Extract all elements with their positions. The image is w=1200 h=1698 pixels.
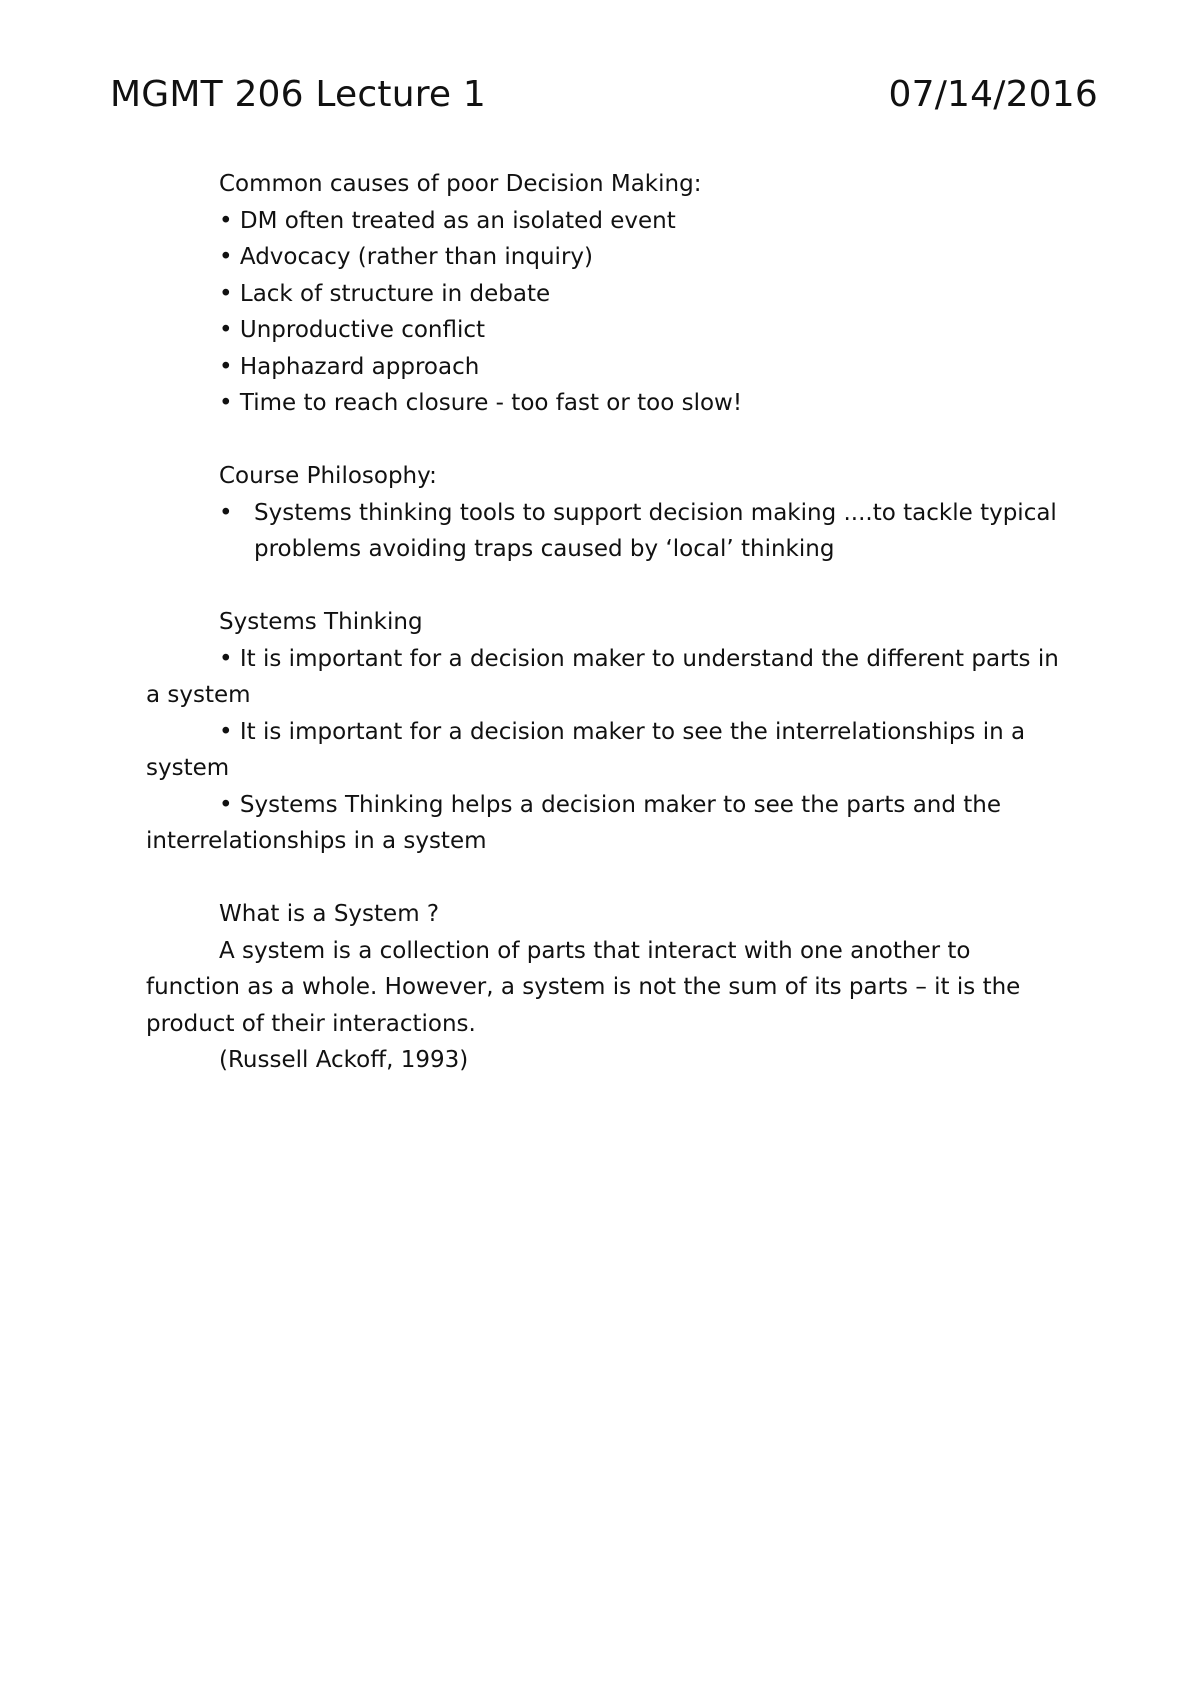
note-text: • It is important for a decision maker to see the interrelationships in a system bbox=[146, 718, 1033, 781]
note-line bbox=[146, 458, 1066, 495]
note-text: • Lack of structure in debate bbox=[219, 280, 551, 307]
note-text: • Haphazard approach bbox=[219, 353, 480, 380]
note-text: • DM often treated as an isolated event bbox=[219, 207, 676, 234]
note-line bbox=[146, 312, 1066, 349]
note-line bbox=[146, 787, 1066, 860]
note-text: • Unproductive conflict bbox=[219, 317, 486, 343]
note-line-empty bbox=[146, 568, 1066, 605]
note-line bbox=[146, 385, 1066, 422]
note-line bbox=[146, 239, 1066, 276]
note-text: Common causes of poor Decision Making: bbox=[219, 171, 702, 197]
note-text: • Time to reach closure - too fast or too slow! bbox=[219, 390, 743, 416]
lecture-title: MGMT 206 Lecture 1 bbox=[110, 74, 487, 115]
note-line bbox=[146, 896, 1066, 933]
note-line-empty bbox=[146, 1079, 1066, 1116]
note-line bbox=[146, 349, 1066, 386]
bullet-dot-icon: • bbox=[219, 499, 233, 526]
note-line bbox=[146, 641, 1066, 714]
note-line bbox=[146, 276, 1066, 313]
section-heading: Systems Thinking bbox=[219, 609, 423, 635]
note-line bbox=[146, 203, 1066, 240]
page-header bbox=[110, 70, 1098, 120]
notes-body bbox=[146, 166, 1066, 1115]
note-text: • Advocacy (rather than inquiry) bbox=[219, 244, 593, 270]
bullet-item bbox=[146, 495, 1066, 568]
lecture-date: 07/14/2016 bbox=[888, 74, 1098, 115]
note-line bbox=[146, 714, 1066, 787]
note-text: • It is important for a decision maker to understand the different parts in a system bbox=[146, 645, 1067, 708]
definition-text: A system is a collection of parts that interact with one another to function as a whole. However, a system is not the sum of its parts – it is the product of their interactions. bbox=[146, 937, 1028, 1037]
note-line-empty bbox=[146, 422, 1066, 459]
section-heading: Course Philosophy: bbox=[219, 463, 437, 489]
note-text: • Systems Thinking helps a decision maker to see the parts and the interrelationships in a system bbox=[146, 791, 1009, 854]
citation-text: (Russell Ackoff, 1993) bbox=[219, 1047, 469, 1073]
note-line bbox=[146, 1042, 1066, 1079]
note-line bbox=[146, 604, 1066, 641]
note-line bbox=[146, 933, 1066, 1043]
section-heading: What is a System ? bbox=[219, 901, 440, 927]
note-text: Systems thinking tools to support decision making ....to tackle typical problems avoiding traps caused by ‘local’ thinking bbox=[254, 499, 1065, 562]
note-line bbox=[146, 166, 1066, 203]
note-line-empty bbox=[146, 860, 1066, 897]
